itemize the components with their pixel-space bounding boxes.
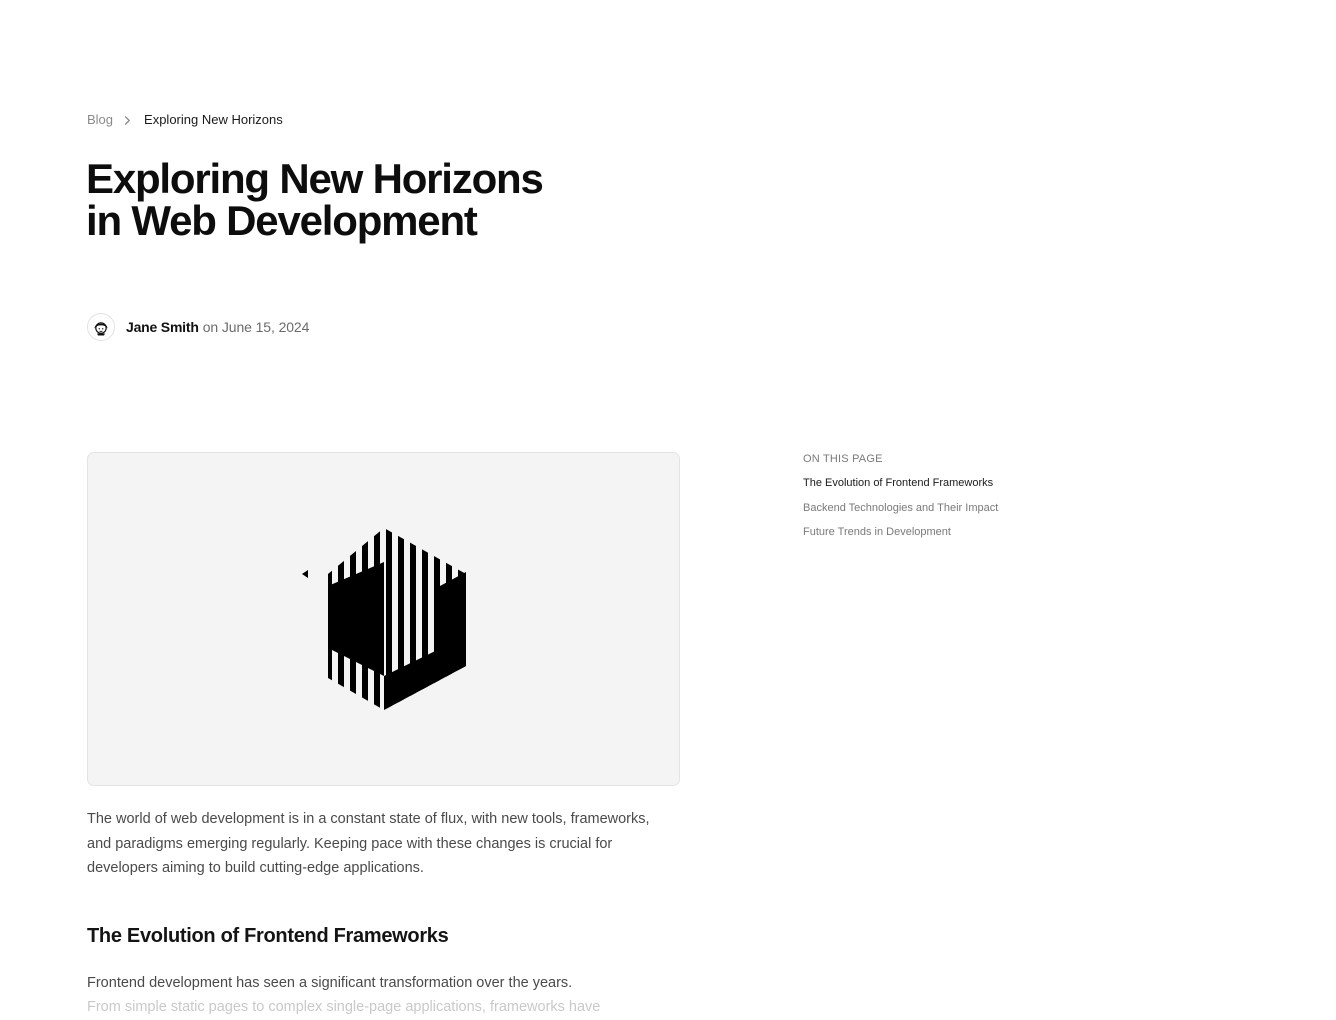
section-paragraph: Frontend development has seen a significant transformation over the years. [87, 975, 573, 991]
chevron-right-icon [124, 111, 132, 129]
page-title [86, 155, 606, 244]
title-line-2: in Web Development [86, 197, 477, 244]
hexagon-logo-icon [300, 526, 468, 712]
toc-title: ON THIS PAGE [803, 453, 883, 465]
toc-item [803, 500, 1063, 516]
toc-link-frontend[interactable]: The Evolution of Frontend Frameworks [803, 477, 994, 489]
title-line-1: Exploring New Horizons [86, 155, 543, 202]
toc-link-future[interactable]: Future Trends in Development [803, 526, 951, 538]
hero-image [87, 452, 680, 786]
toc-item [803, 524, 1063, 540]
breadcrumb [87, 111, 283, 129]
intro-paragraph: The world of web development is in a constant state of flux, with new tools, frameworks, and paradigms emerging regularly. Keeping pace with these changes is crucial for developers aiming to build cutting-edge applications. [87, 811, 650, 876]
section-paragraph-continued: From simple static pages to complex single-page applications, frameworks have [87, 999, 601, 1015]
toc-link-backend[interactable]: Backend Technologies and Their Impact [803, 501, 999, 514]
toc-list [803, 475, 1063, 540]
table-of-contents [803, 451, 1063, 549]
breadcrumb-current: Exploring New Horizons [144, 112, 283, 127]
section-heading-frontend: The Evolution of Frontend Frameworks [87, 925, 449, 947]
publish-date: on June 15, 2024 [202, 319, 310, 335]
author-byline [87, 313, 309, 341]
author-name[interactable]: Jane Smith [126, 319, 199, 335]
toc-item [803, 475, 1063, 491]
breadcrumb-blog-link[interactable]: Blog [87, 112, 114, 127]
avatar-icon[interactable] [87, 313, 115, 341]
